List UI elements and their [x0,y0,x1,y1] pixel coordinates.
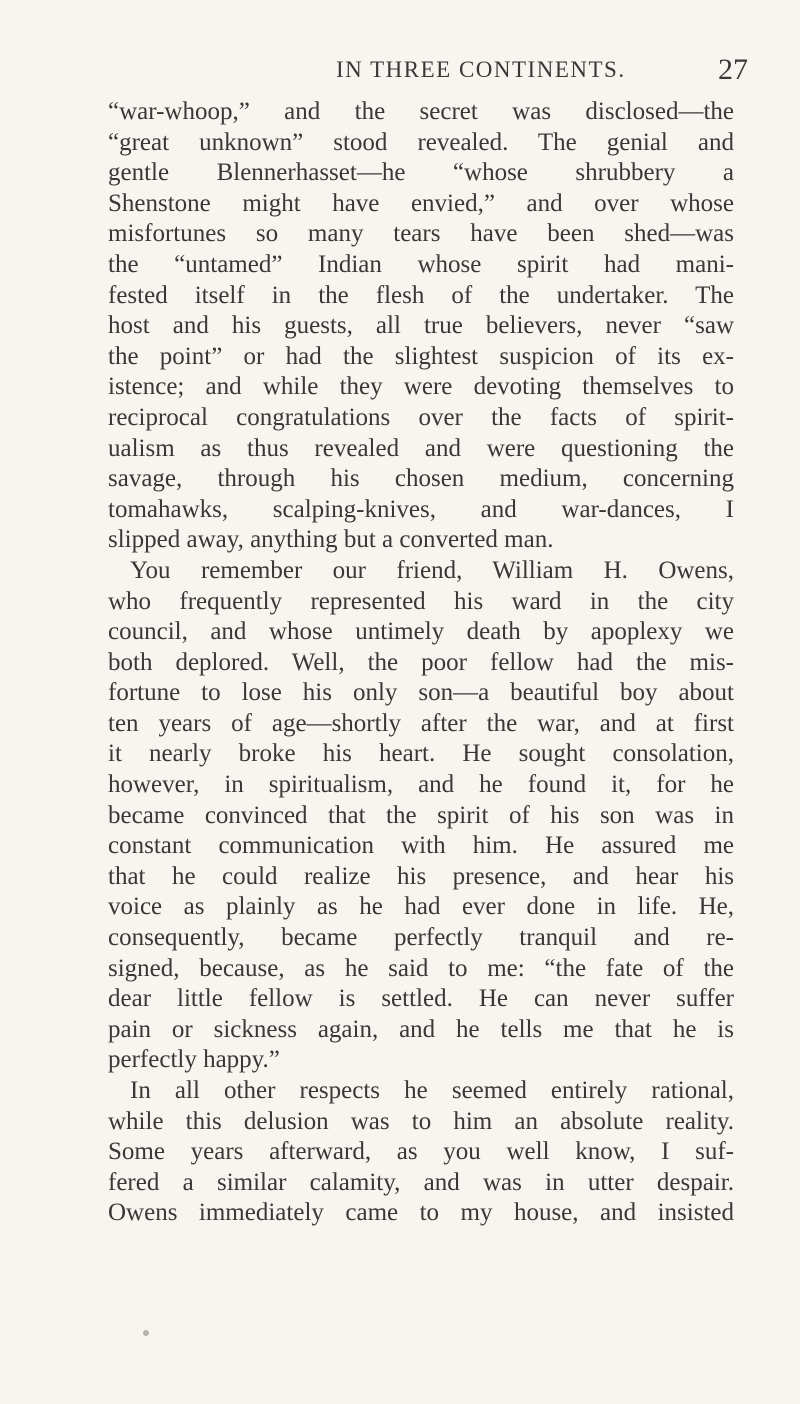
text-line: Some years afterward, as you well know, I suf- [108,1138,734,1166]
text-line: constant communication with him. He assured me [108,832,734,860]
text-line: while this delusion was to him an absolute reality. [108,1107,734,1135]
text-line: pain or sickness again, and he tells me that he is [108,1015,734,1043]
ink-speck [143,1330,149,1336]
text-line: fered a similar calamity, and was in utter despair. [108,1168,734,1196]
text-line: ten years of age—shortly after the war, and at first [108,709,734,737]
text-line: perfectly happy.” [108,1046,280,1074]
text-line: “great unknown” stood revealed. The genial and [108,128,734,156]
text-line: that he could realize his presence, and hear his [108,862,734,890]
text-line: gentle Blennerhasset—he “whose shrubbery a [108,159,734,187]
text-line: istence; and while they were devoting themselves to [108,373,734,401]
text-line: the “untamed” Indian whose spirit had mani- [108,250,734,278]
text-line: savage, through his chosen medium, concerning [108,465,734,493]
text-line: it nearly broke his heart. He sought consolation, [108,740,734,768]
text-line: who frequently represented his ward in the city [108,587,734,615]
body-text [108,97,734,1229]
text-line: reciprocal congratulations over the facts of spirit- [108,403,734,431]
paragraph-start-line: You remember our friend, William H. Owens, [130,556,734,584]
running-head [0,50,800,90]
text-line: became convinced that the spirit of his son was in [108,801,734,829]
text-line: slipped away, anything but a converted man. [108,526,554,554]
text-line: ualism as thus revealed and were questioning the [108,434,734,462]
text-line: fested itself in the flesh of the undertaker. The [108,281,734,309]
text-line: the point” or had the slightest suspicion of its ex- [108,342,734,370]
text-line: “war-whoop,” and the secret was disclosed—the [108,98,734,125]
text-line: fortune to lose his only son—a beautiful boy about [108,679,734,707]
text-line: Owens immediately came to my house, and insisted [108,1199,734,1227]
page-number: 27 [718,53,748,86]
text-line: host and his guests, all true believers, never “saw [108,312,734,340]
text-line: Shenstone might have envied,” and over whose [108,189,734,217]
text-line: tomahawks, scalping-knives, and war-dances, I [108,495,734,523]
text-line: misfortunes so many tears have been shed—was [108,220,734,248]
text-line: consequently, became perfectly tranquil and re- [108,924,734,952]
text-line: dear little fellow is settled. He can never suffer [108,985,734,1013]
running-title: IN THREE CONTINENTS. [336,57,626,82]
text-line: signed, because, as he said to me: “the fate of the [108,954,734,982]
text-line: council, and whose untimely death by apoplexy we [108,618,734,646]
text-line: both deplored. Well, the poor fellow had the mis- [108,648,734,676]
text-line: voice as plainly as he had ever done in life. He, [108,893,734,921]
paragraph-start-line: In all other respects he seemed entirely rational, [130,1077,734,1104]
text-line: however, in spiritualism, and he found it, for he [108,771,734,799]
